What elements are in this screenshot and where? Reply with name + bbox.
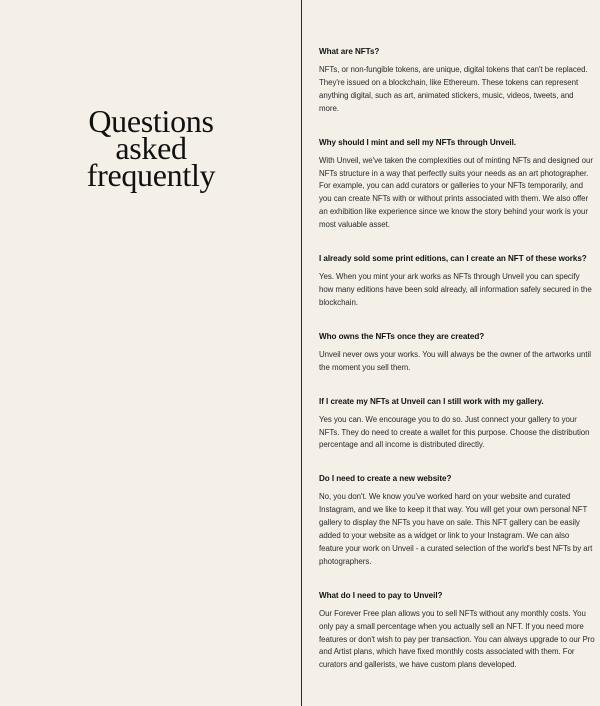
faq-item <box>319 331 595 375</box>
faq-item <box>319 137 595 232</box>
page-title <box>56 103 246 193</box>
faq-question: Do I need to create a new website? <box>319 474 452 484</box>
faq-question: What do I need to pay to Unveil? <box>319 590 443 600</box>
faq-answer: Yes you can. We encourage you to do so. Just connect your gallery to your NFTs. They do need to create a wallet for this purpose. Choose the distribution percentage and all income is distributed directly. <box>319 414 590 450</box>
page-title-line: Questions <box>88 103 214 139</box>
faq-answer: No, you don't. We know you've worked hard on your website and curated Instagram, and we like to keep it that way. You will get your own personal NFT gallery to display the NFTs you have on sale. This NFT gallery can be easily added to your website as a widget or link to your Instagram. We can also feature your work on Unveil - a curated selection of the world's best NFTs by art photographers. <box>319 492 593 566</box>
faq-item <box>319 590 595 673</box>
faq-list <box>319 46 595 693</box>
faq-answer: Unveil never ows your works. You will always be the owner of the artworks until the moment you sell them. <box>319 349 591 372</box>
faq-question: If I create my NFTs at Unveil can I still work with my gallery. <box>319 396 544 406</box>
faq-question: Why should I mint and sell my NFTs through Unveil. <box>319 137 517 147</box>
vertical-divider <box>301 0 302 706</box>
faq-answer: Yes. When you mint your ark works as NFTs through Unveil you can specify how many editions have been sold already, all information safely secured in the blockchain. <box>319 272 592 307</box>
faq-answer: Our Forever Free plan allows you to sell NFTs without any monthly costs. You only pay a small percentage when you actually sell an NFT. If you need more features or don't wish to pay per transaction. You can always upgrade to our Pro and Artist plans, which have fixed monthly costs associated with them. For curators and gallerists, we have custom plans developed. <box>319 608 595 670</box>
faq-question: Who owns the NFTs once they are created? <box>319 331 485 341</box>
faq-item <box>319 46 595 116</box>
faq-item <box>319 253 595 310</box>
faq-answer: NFTs, or non-fungible tokens, are unique, digital tokens that can't be replaced. They're issued on a blockchain, like Ethereum. These tokens can represent anything digital, such as art, animated stickers, music, videos, tweets, and more. <box>319 65 588 113</box>
faq-item <box>319 396 595 453</box>
faq-question: I already sold some print editions, can I create an NFT of these works? <box>319 254 587 264</box>
page-title-line: asked <box>115 130 187 166</box>
page-title-line: frequently <box>86 157 216 193</box>
faq-question: What are NFTs? <box>319 47 380 56</box>
faq-item <box>319 473 595 568</box>
faq-answer: With Unveil, we've taken the complexities out of minting NFTs and designed our NFTs structure in a way that perfectly suits your needs as an art photographer. For example, you can add curators or galleries to your NFTs temporarily, and you can create NFTs with or without prints associated with them. We also offer an exhibition like experience since we know the story behind your work is your most valuable asset. <box>319 155 593 230</box>
